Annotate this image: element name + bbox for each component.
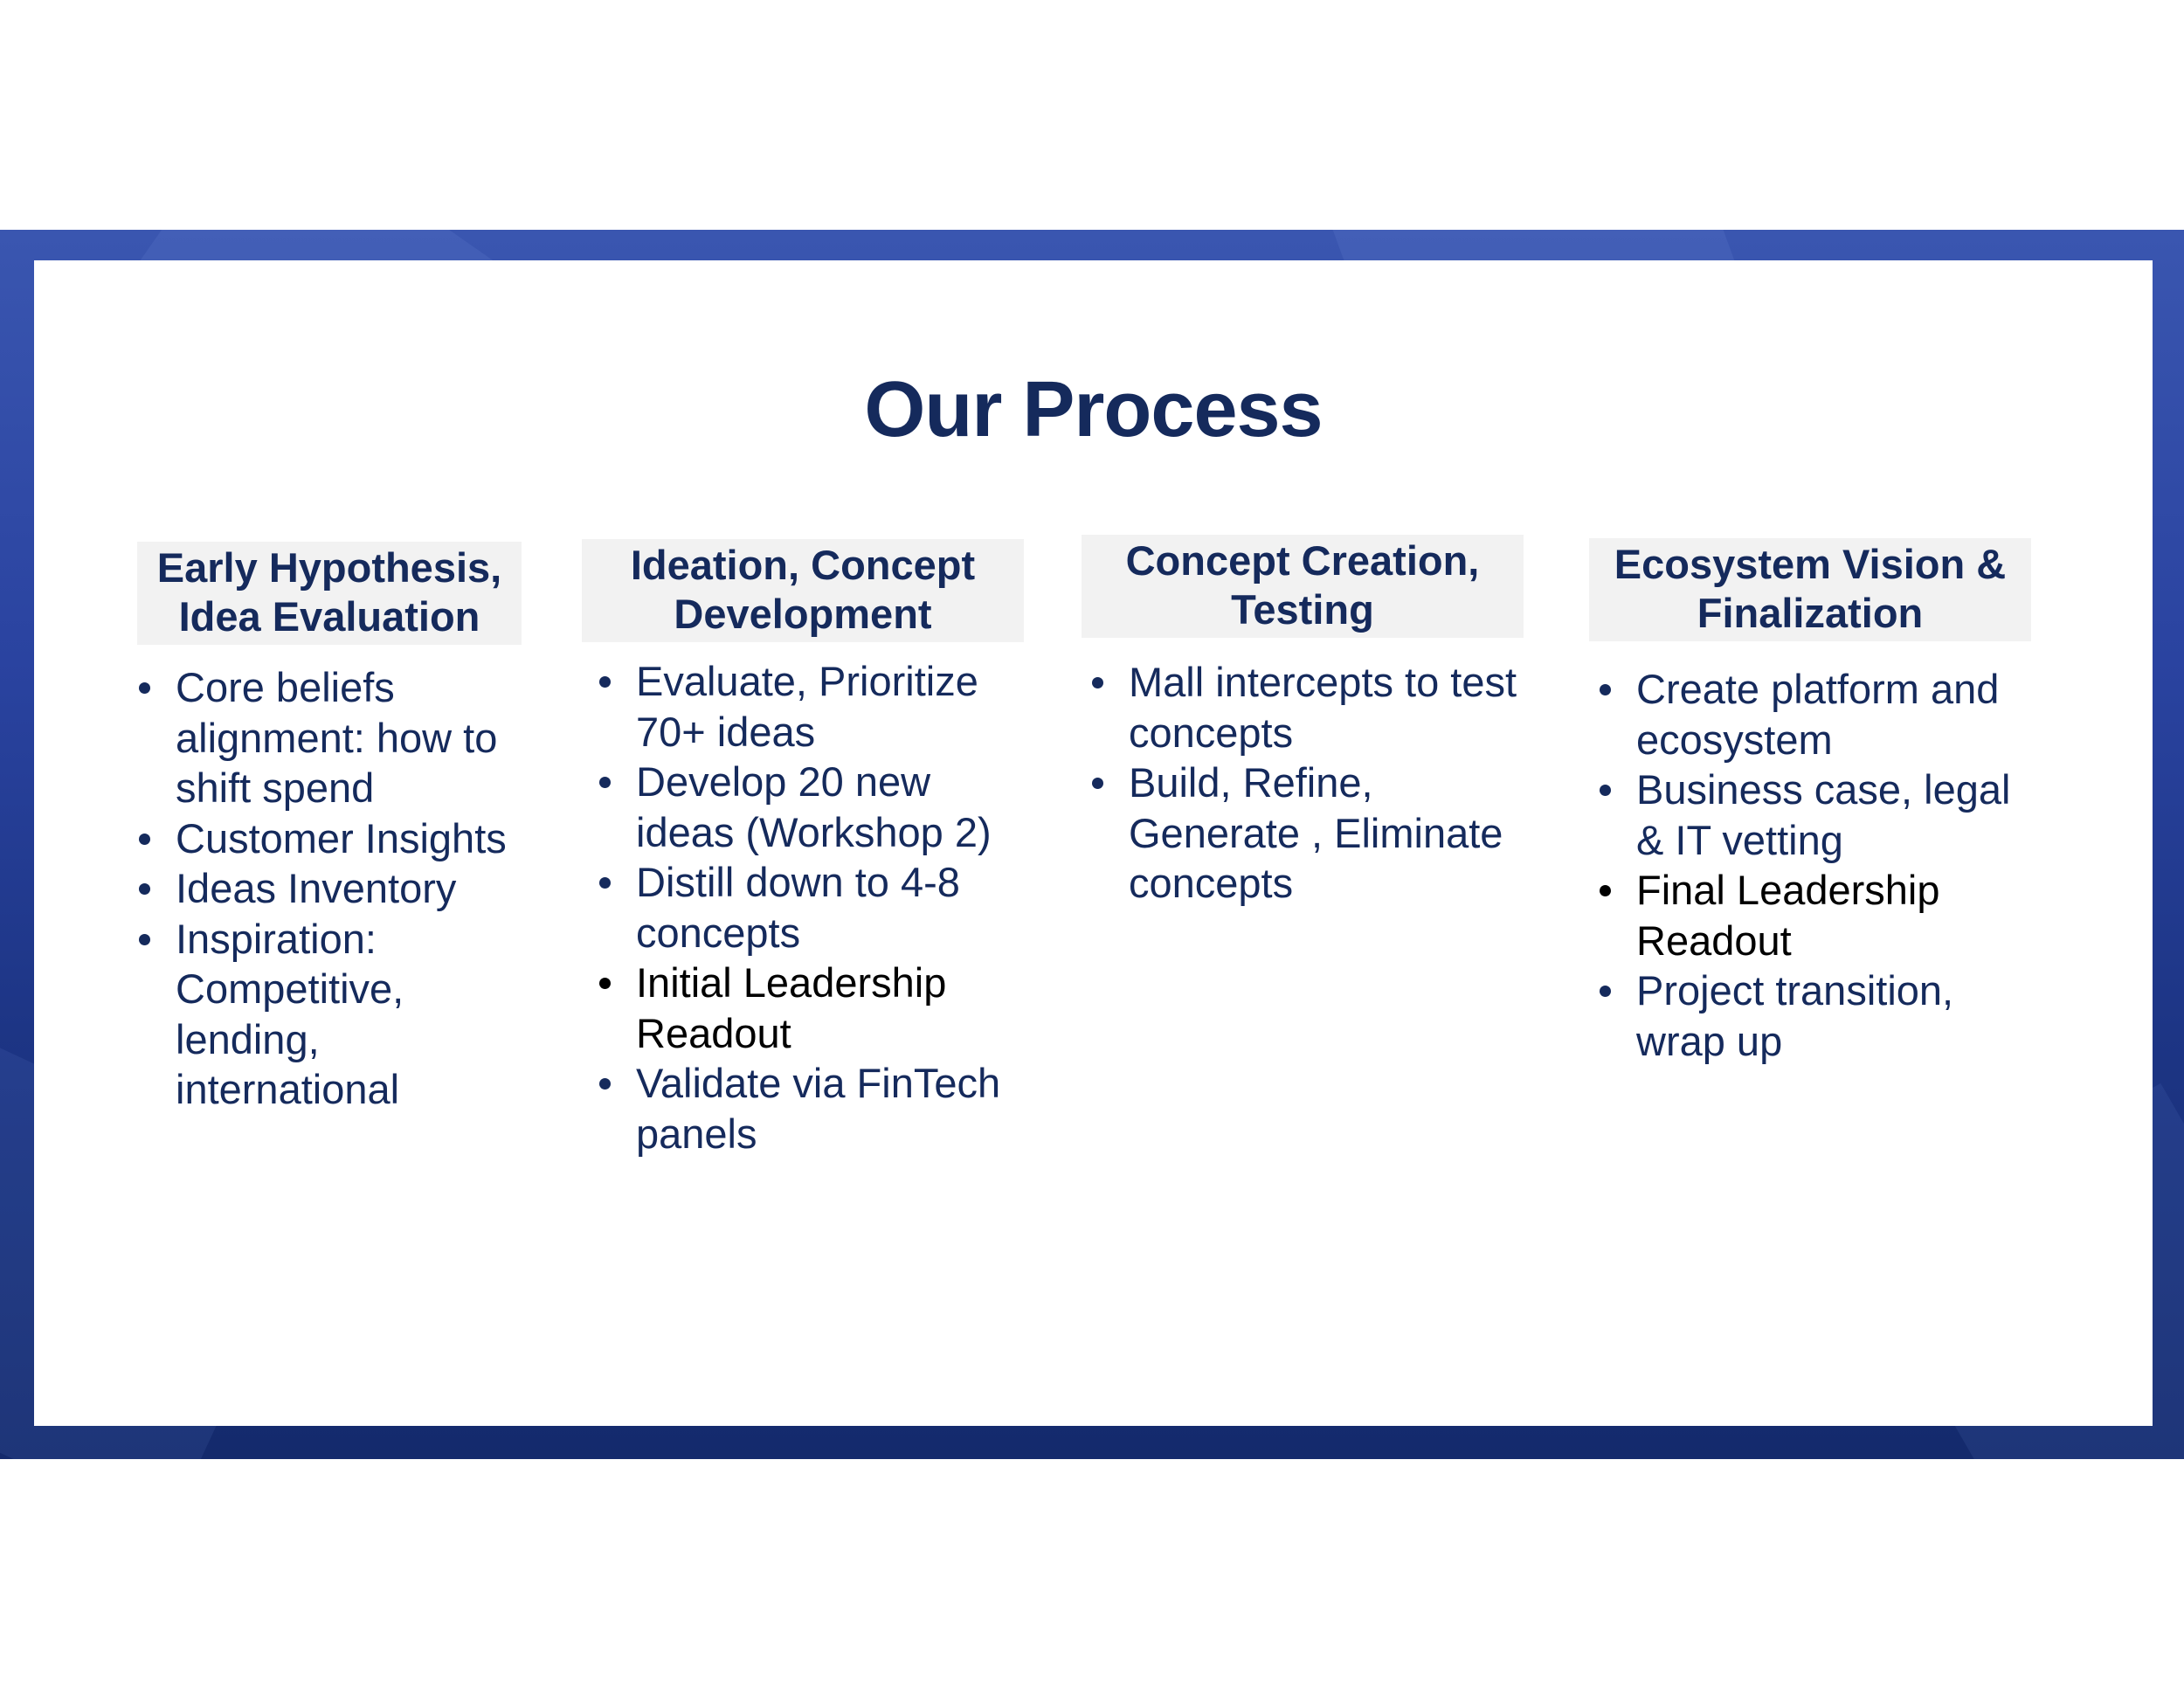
bullet-item: Final Leadership Readout	[1598, 865, 2031, 965]
bullet-icon	[1600, 684, 1611, 695]
bullet-icon	[139, 834, 150, 845]
bullet-icon	[139, 883, 150, 895]
bullet-icon	[139, 934, 150, 945]
column-bullet-list	[582, 656, 1024, 1159]
bullet-icon	[599, 1078, 611, 1090]
bullet-item: Build, Refine, Generate , Eliminate concepts	[1090, 758, 1524, 909]
column-heading: Ideation, Concept Development	[582, 539, 1024, 642]
slide-panel	[34, 260, 2153, 1426]
bullet-item: Mall intercepts to test concepts	[1090, 657, 1524, 758]
column-bullet-list	[137, 662, 522, 1115]
process-column-3	[1082, 535, 1524, 909]
bullet-icon	[1600, 785, 1611, 796]
process-column-1	[137, 542, 522, 1115]
bullet-item: Validate via FinTech panels	[598, 1058, 1024, 1159]
slide-frame	[0, 230, 2184, 1459]
bullet-icon	[599, 676, 611, 688]
bullet-icon	[599, 777, 611, 788]
process-column-2	[582, 539, 1024, 1159]
bullet-item: Core beliefs alignment: how to shift spend	[137, 662, 522, 813]
bullet-item: Business case, legal & IT vetting	[1598, 764, 2031, 865]
bullet-icon	[1600, 885, 1611, 896]
bullet-icon	[599, 978, 611, 989]
bullet-item: Initial Leadership Readout	[598, 958, 1024, 1058]
process-column-4	[1589, 538, 2031, 1066]
bullet-item: Ideas Inventory	[137, 863, 522, 914]
column-heading: Concept Creation, Testing	[1082, 535, 1524, 638]
bullet-item: Project transition, wrap up	[1598, 965, 2031, 1066]
bullet-item: Customer Insights	[137, 813, 522, 864]
bullet-item: Inspiration: Competitive, lending, international	[137, 914, 522, 1115]
column-heading: Ecosystem Vision & Finalization	[1589, 538, 2031, 641]
bullet-item: Develop 20 new ideas (Workshop 2)	[598, 757, 1024, 857]
column-heading: Early Hypothesis, Idea Evaluation	[137, 542, 522, 645]
column-bullet-list	[1082, 657, 1524, 909]
bullet-icon	[599, 877, 611, 889]
column-bullet-list	[1589, 664, 2031, 1066]
bullet-icon	[139, 682, 150, 694]
bullet-item: Create platform and ecosystem	[1598, 664, 2031, 764]
bullet-icon	[1600, 986, 1611, 997]
bullet-item: Distill down to 4-8 concepts	[598, 857, 1024, 958]
bullet-icon	[1092, 677, 1103, 688]
bullet-icon	[1092, 778, 1103, 789]
bullet-item: Evaluate, Prioritize 70+ ideas	[598, 656, 1024, 757]
slide-title: Our Process	[864, 366, 1323, 453]
